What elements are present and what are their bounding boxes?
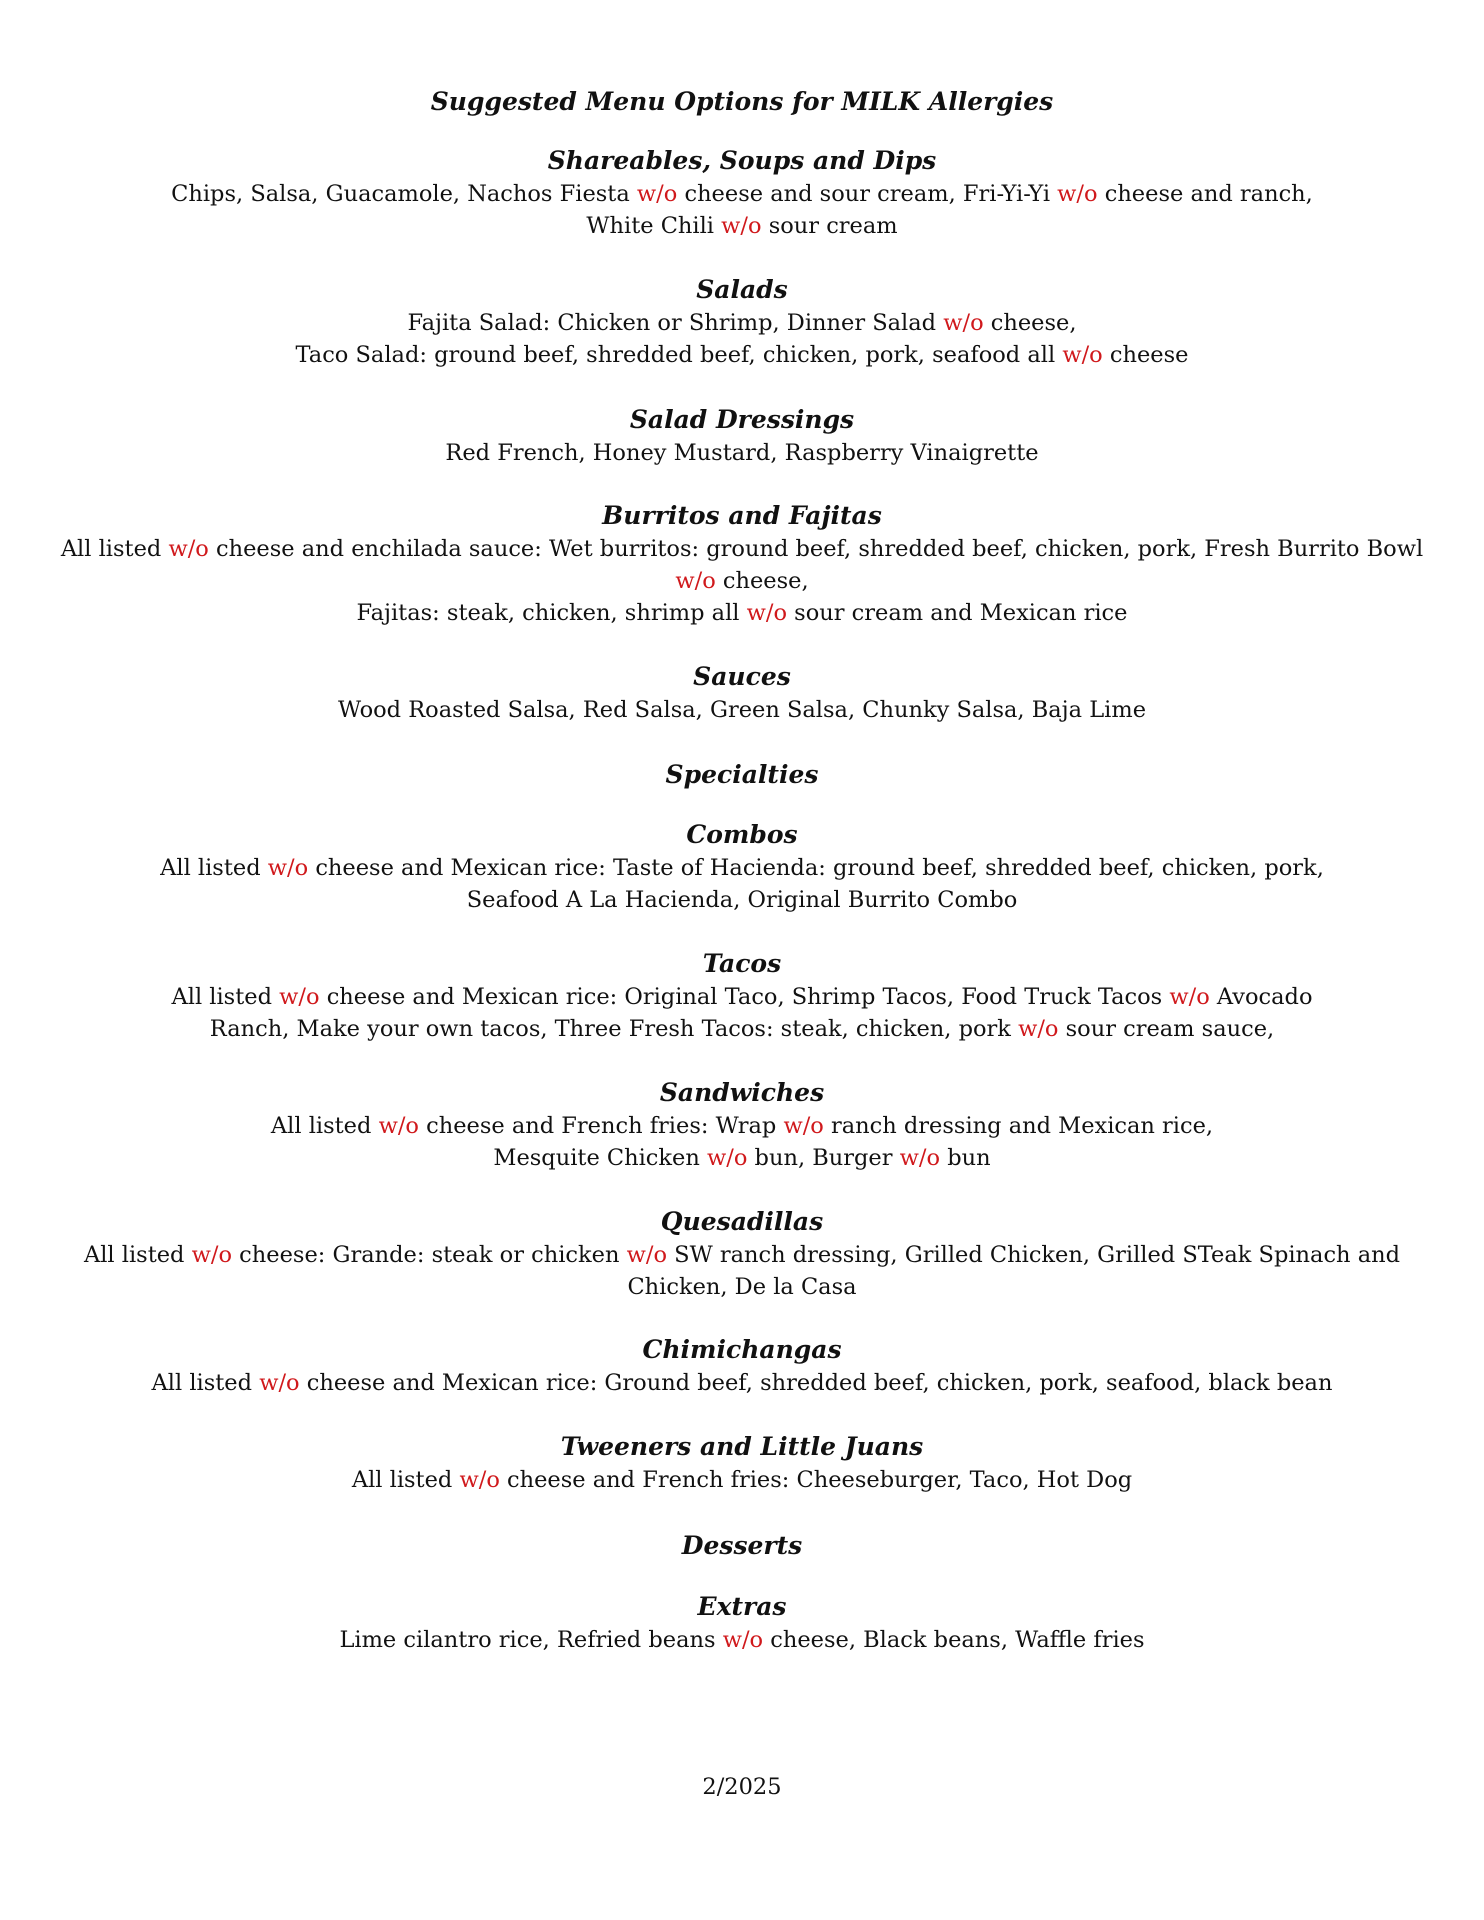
section-body xyxy=(0,1110,1484,1174)
body-text: cheese and French fries: Wrap xyxy=(418,1113,784,1139)
section-body xyxy=(0,694,1484,726)
without-marker: w/o xyxy=(1057,181,1098,207)
section-body xyxy=(0,533,1484,629)
body-line xyxy=(0,597,1484,629)
body-line xyxy=(0,1464,1484,1496)
body-text: Taco Salad: ground beef, shredded beef, chicken, pork, seafood all xyxy=(295,342,1063,368)
body-text: ranch dressing and Mexican rice, xyxy=(823,1113,1214,1139)
body-text: bun, Burger xyxy=(747,1145,900,1171)
body-line xyxy=(0,884,1484,916)
body-text: Red French, Honey Mustard, Raspberry Vinaigrette xyxy=(445,440,1039,466)
body-line xyxy=(0,1271,1484,1303)
body-line xyxy=(0,1367,1484,1399)
section-heading: Specialties xyxy=(665,760,819,789)
section-heading: Burritos and Fajitas xyxy=(602,501,882,530)
without-marker: w/o xyxy=(626,1242,668,1268)
body-line xyxy=(0,210,1484,242)
section-salads xyxy=(0,273,1484,371)
body-text: sour cream sauce, xyxy=(1058,1016,1275,1042)
section-heading: Quesadillas xyxy=(660,1207,824,1236)
body-text: sour cream and Mexican rice xyxy=(787,600,1128,626)
section-body xyxy=(0,1624,1484,1656)
section-specialties xyxy=(0,758,1484,792)
without-marker: w/o xyxy=(459,1467,500,1493)
body-line xyxy=(0,437,1484,469)
without-marker: w/o xyxy=(1169,984,1210,1010)
body-line xyxy=(0,1142,1484,1174)
section-body xyxy=(0,1464,1484,1496)
body-line xyxy=(0,981,1484,1013)
footer-date: 2/2025 xyxy=(702,1774,782,1800)
body-text: All listed xyxy=(171,984,280,1010)
section-heading: Desserts xyxy=(681,1531,803,1560)
body-line xyxy=(0,178,1484,210)
body-text: cheese and sour cream, Fri-Yi-Yi xyxy=(677,181,1058,207)
body-line xyxy=(0,1013,1484,1045)
section-heading: Salad Dressings xyxy=(629,405,855,434)
without-marker: w/o xyxy=(722,1627,764,1653)
body-line xyxy=(0,1110,1484,1142)
body-text: Ranch, Make your own tacos, Three Fresh Tacos: steak, chicken, pork xyxy=(209,1016,1019,1042)
body-text: cheese, xyxy=(715,568,809,594)
without-marker: w/o xyxy=(191,1242,233,1268)
section-body xyxy=(0,981,1484,1045)
section-heading: Combos xyxy=(686,820,798,849)
section-heading: Tacos xyxy=(702,949,782,978)
without-marker: w/o xyxy=(675,568,716,594)
without-marker: w/o xyxy=(378,1113,419,1139)
section-heading: Salads xyxy=(696,275,788,304)
section-desserts xyxy=(0,1529,1484,1563)
body-text: cheese, Black beans, Waffle fries xyxy=(763,1627,1145,1653)
section-quesadillas xyxy=(0,1205,1484,1303)
without-marker: w/o xyxy=(636,181,678,207)
body-line xyxy=(0,852,1484,884)
body-text: cheese and Mexican rice: Taste of Hacienda: ground beef, shredded beef, chicken, pork, xyxy=(308,855,1324,881)
body-line xyxy=(0,339,1484,371)
body-text: Wood Roasted Salsa, Red Salsa, Green Salsa, Chunky Salsa, Baja Lime xyxy=(337,697,1147,723)
section-tacos xyxy=(0,947,1484,1045)
body-line xyxy=(0,1624,1484,1656)
body-text: All listed xyxy=(160,855,268,881)
body-text: cheese xyxy=(1102,342,1189,368)
without-marker: w/o xyxy=(168,536,209,562)
section-heading: Sauces xyxy=(693,662,791,691)
section-tweeners xyxy=(0,1430,1484,1496)
body-text: cheese and Mexican rice: Original Taco, Shrimp Tacos, Food Truck Tacos xyxy=(319,984,1170,1010)
section-heading: Extras xyxy=(697,1592,787,1621)
section-heading: Sandwiches xyxy=(659,1078,825,1107)
without-marker: w/o xyxy=(707,1145,748,1171)
body-text: White Chili xyxy=(586,213,722,239)
body-text: cheese and enchilada sauce: Wet burritos: ground beef, shredded beef, chicken, pork, Fresh Burrito Bowl xyxy=(208,536,1424,562)
body-text: Mesquite Chicken xyxy=(493,1145,708,1171)
body-text: All listed xyxy=(83,1242,192,1268)
section-combos xyxy=(0,818,1484,916)
body-line xyxy=(0,307,1484,339)
body-text: cheese, xyxy=(983,310,1077,336)
without-marker: w/o xyxy=(279,984,320,1010)
section-body xyxy=(0,1239,1484,1303)
page-title: Suggested Menu Options for MILK Allergies xyxy=(430,87,1054,116)
section-heading: Chimichangas xyxy=(642,1335,842,1364)
body-text: All listed xyxy=(60,536,169,562)
section-body xyxy=(0,1367,1484,1399)
body-text: Fajitas: steak, chicken, shrimp all xyxy=(356,600,747,626)
without-marker: w/o xyxy=(783,1113,824,1139)
without-marker: w/o xyxy=(259,1370,300,1396)
body-text: Seafood A La Hacienda, Original Burrito Combo xyxy=(466,887,1018,913)
body-line xyxy=(0,694,1484,726)
section-sauces xyxy=(0,660,1484,726)
without-marker: w/o xyxy=(899,1145,941,1171)
section-heading: Tweeners and Little Juans xyxy=(560,1432,924,1461)
section-sandwiches xyxy=(0,1076,1484,1174)
without-marker: w/o xyxy=(267,855,309,881)
section-chimichangas xyxy=(0,1333,1484,1399)
section-body xyxy=(0,437,1484,469)
body-text: Fajita Salad: Chicken or Shrimp, Dinner Salad xyxy=(407,310,944,336)
body-text: All listed xyxy=(351,1467,460,1493)
without-marker: w/o xyxy=(721,213,762,239)
without-marker: w/o xyxy=(746,600,788,626)
body-line xyxy=(0,565,1484,597)
without-marker: w/o xyxy=(943,310,984,336)
section-heading: Shareables, Soups and Dips xyxy=(547,146,937,175)
body-line xyxy=(0,533,1484,565)
without-marker: w/o xyxy=(1062,342,1103,368)
body-text: sour cream xyxy=(761,213,898,239)
body-text: SW ranch dressing, Grilled Chicken, Grilled STeak Spinach and xyxy=(667,1242,1401,1268)
body-text: All listed xyxy=(270,1113,379,1139)
body-text: Chips, Salsa, Guacamole, Nachos Fiesta xyxy=(171,181,637,207)
body-line xyxy=(0,1239,1484,1271)
section-body xyxy=(0,307,1484,371)
section-body xyxy=(0,178,1484,242)
body-text: bun xyxy=(940,1145,991,1171)
body-text: Chicken, De la Casa xyxy=(627,1274,857,1300)
section-burritos-fajitas xyxy=(0,499,1484,629)
body-text: Avocado xyxy=(1209,984,1313,1010)
section-extras xyxy=(0,1590,1484,1656)
body-text: cheese: Grande: steak or chicken xyxy=(232,1242,627,1268)
section-body xyxy=(0,852,1484,916)
body-text: Lime cilantro rice, Refried beans xyxy=(339,1627,723,1653)
body-text: cheese and ranch, xyxy=(1097,181,1313,207)
body-text: cheese and Mexican rice: Ground beef, shredded beef, chicken, pork, seafood, black bean xyxy=(299,1370,1333,1396)
body-text: All listed xyxy=(151,1370,260,1396)
section-shareables xyxy=(0,144,1484,242)
section-salad-dressings xyxy=(0,403,1484,469)
body-text: cheese and French fries: Cheeseburger, Taco, Hot Dog xyxy=(499,1467,1133,1493)
without-marker: w/o xyxy=(1018,1016,1059,1042)
